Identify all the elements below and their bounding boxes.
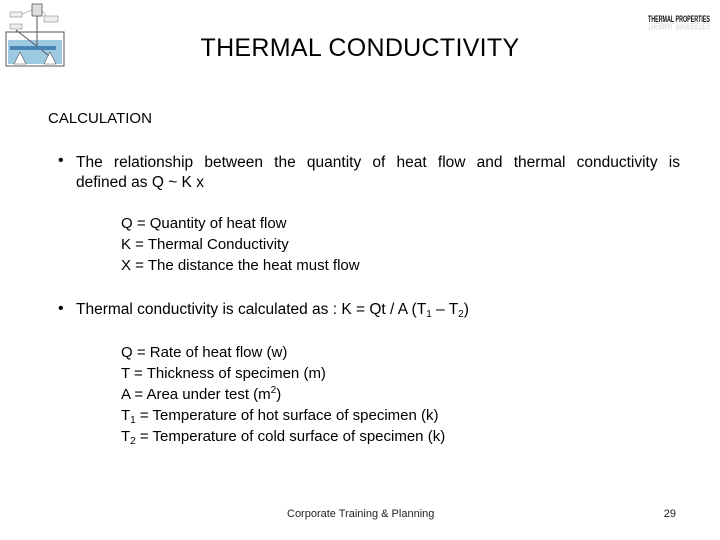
superscript: 2 — [270, 385, 277, 396]
svg-text:THERMAL PROPERTIES: THERMAL PROPERTIES — [648, 14, 710, 24]
definition-item: T = Thickness of specimen (m) — [121, 365, 326, 382]
bullet-marker: • — [58, 152, 64, 169]
formula-prefix: Thermal conductivity is calculated as : K = Qt / A (T — [76, 301, 427, 318]
definition-item: K = Thermal Conductivity — [121, 236, 289, 253]
subscript: 1 — [426, 309, 432, 320]
subscript: 2 — [130, 436, 136, 447]
bullet-text-line: defined as Q ~ K x — [76, 174, 204, 191]
definition-item: X = The distance the heat must flow — [121, 257, 360, 274]
bullet-text-line: The relationship between the quantity of heat flow and thermal conductivity is — [76, 154, 680, 171]
definition-list — [121, 213, 360, 276]
page-number: 29 — [663, 508, 676, 520]
definition-text: ) — [276, 386, 282, 403]
subscript: 1 — [130, 415, 136, 426]
definition-item: Q = Rate of heat flow (w) — [121, 344, 288, 361]
svg-text:THERMAL PROPERTIES: THERMAL PROPERTIES — [648, 21, 710, 31]
definition-text: = Temperature of hot surface of specimen (k) — [135, 407, 439, 424]
section-heading: CALCULATION — [48, 110, 152, 127]
formula-mid: – T — [431, 301, 459, 318]
subscript: 2 — [458, 309, 464, 320]
formula-text — [76, 300, 680, 320]
footer-text: Corporate Training & Planning — [287, 508, 435, 520]
definition-item — [121, 426, 445, 447]
formula-suffix: ) — [463, 301, 469, 318]
definition-text: A = Area under test (m — [121, 386, 271, 403]
definition-item: Q = Quantity of heat flow — [121, 215, 287, 232]
page-title: THERMAL CONDUCTIVITY — [200, 34, 520, 62]
definition-item — [121, 384, 445, 405]
definition-text: = Temperature of cold surface of specimen (k) — [135, 428, 446, 445]
definition-symbol: T — [121, 407, 131, 424]
definition-list — [121, 342, 445, 447]
definition-symbol: T — [121, 428, 131, 445]
definition-item — [121, 405, 445, 426]
bullet-marker: • — [58, 300, 64, 317]
